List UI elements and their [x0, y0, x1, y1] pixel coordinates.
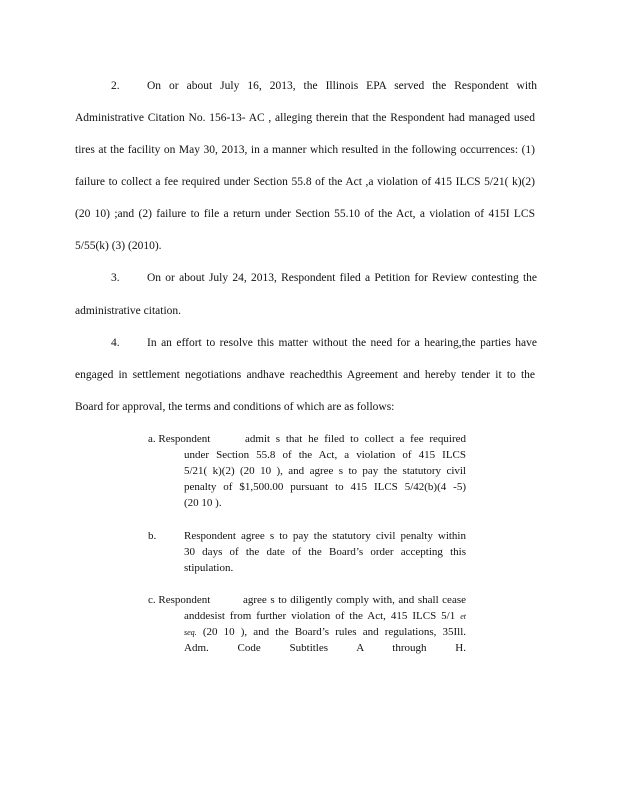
paragraph-number-4: 4.: [111, 337, 120, 349]
item-a-label: a. Respondent: [148, 433, 211, 445]
item-c-line-2: [184, 609, 466, 624]
paragraph-2-line-2: Administrative Citation No. 156-13- AC , alleging therein that the Respondent had managed used: [75, 112, 535, 124]
paragraph-number-3: 3.: [111, 272, 120, 284]
item-b-label: b.: [148, 530, 157, 542]
item-c-label: c. Respondent: [148, 594, 211, 606]
item-c-seq: seq.: [184, 628, 197, 637]
paragraph-4-first-line: In an effort to resolve this matter without the need for a hearing,the parties have: [147, 337, 537, 349]
item-c-line-4: Adm. Code Subtitles A through H.: [184, 642, 466, 654]
paragraph-2-line-3: tires at the facility on May 30, 2013, in a manner which resulted in the following occurrences: (1): [75, 144, 535, 156]
paragraph-2-first-line: On or about July 16, 2013, the Illinois EPA served the Respondent with: [147, 80, 537, 92]
item-a-line-5: (20 10 ).: [184, 497, 222, 509]
paragraph-4-line-3: Board for approval, the terms and conditions of which are as follows:: [75, 401, 395, 413]
item-b-line-3: stipulation.: [184, 562, 234, 574]
item-a-first-line: admit s that he filed to collect a fee required: [245, 433, 466, 445]
item-c-line-3: [184, 625, 466, 640]
paragraph-4-line-2: engaged in settlement negotiations andhave reachedthis Agreement and hereby tender it to the: [75, 369, 535, 381]
item-a-line-3: 5/21( k)(2) (20 10 ), and agree s to pay the statutory civil: [184, 465, 466, 477]
item-c-first-line: agree s to diligently comply with, and shall cease: [243, 594, 466, 606]
paragraph-number-2: 2.: [111, 80, 120, 92]
item-c-line-3-text: (20 10 ), and the Board’s rules and regulations, 35Ill.: [202, 626, 466, 638]
paragraph-2-line-4: failure to collect a fee required under Section 55.8 of the Act ,a violation of 415 ILCS 5/21( k)(2): [75, 176, 535, 188]
item-a-line-4: penalty of $1,500.00 pursuant to 415 ILCS 5/42(b)(4 -5): [184, 481, 466, 493]
paragraph-3-first-line: On or about July 24, 2013, Respondent filed a Petition for Review contesting the: [147, 272, 537, 284]
item-a-line-2: under Section 55.8 of the Act, a violation of 415 ILCS: [184, 449, 466, 461]
item-c-et: et: [460, 612, 466, 621]
paragraph-2-line-6: 5/55(k) (3) (2010).: [75, 240, 162, 252]
paragraph-3-line-2: administrative citation.: [75, 305, 182, 317]
item-b-line-1: Respondent agree s to pay the statutory civil penalty within: [184, 530, 466, 542]
item-b-line-2: 30 days of the date of the Board’s order accepting this: [184, 546, 466, 558]
item-c-line-2-text: anddesist from further violation of the Act, 415 ILCS 5/1: [184, 610, 456, 622]
paragraph-2-line-5: (20 10) ;and (2) failure to file a return under Section 55.10 of the Act, a violation of 415I LCS: [75, 208, 535, 220]
